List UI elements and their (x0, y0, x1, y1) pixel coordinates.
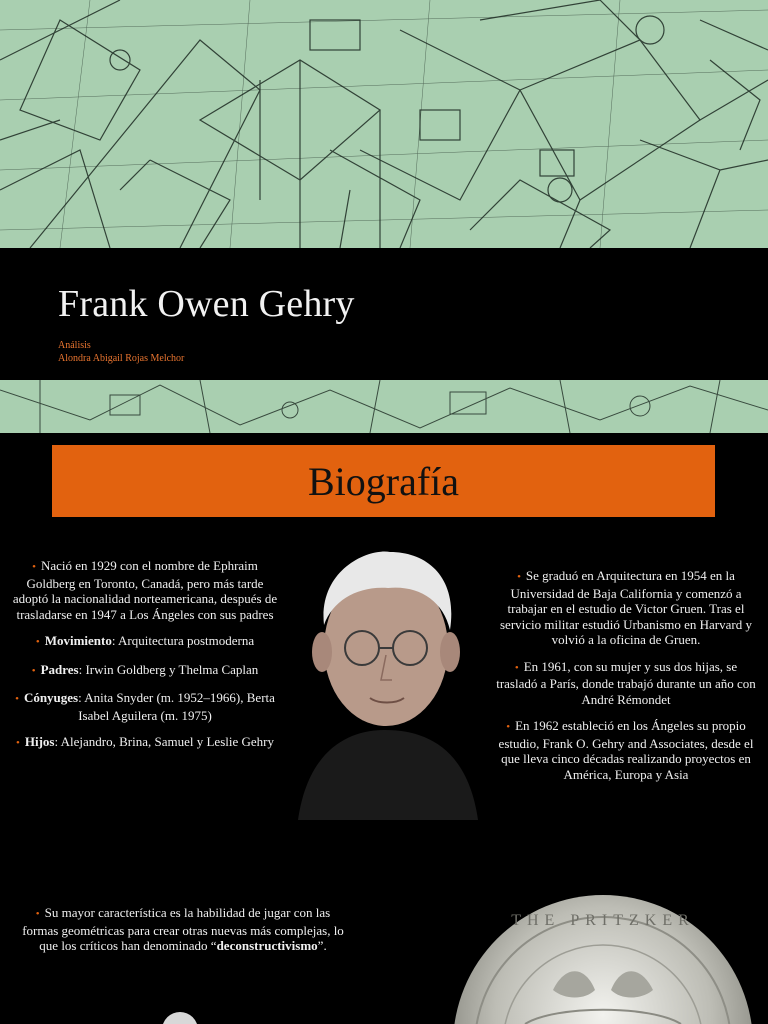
item-text: Se graduó en Arquitectura en 1954 en la Universidad de Baja California y comenzó a trabajar en el estudio de Victor Gruen. Tras el servicio militar estudió Urbanismo en Harvard y volvió a la oficina de Gruen. (500, 568, 752, 647)
item-key: Hijos (24, 734, 55, 749)
subtitle (58, 339, 184, 365)
list-item (10, 662, 280, 680)
bullet-icon: • (514, 661, 519, 674)
subtitle-line-1: Análisis (58, 340, 91, 351)
list-item (10, 633, 280, 651)
bullet-icon: • (506, 721, 511, 733)
sketch-drawing (0, 0, 768, 248)
decorative-circle (160, 1008, 200, 1024)
section-header (52, 445, 715, 517)
item-emphasis: deconstructivismo (216, 938, 318, 953)
item-text: Nació en 1929 con el nombre de Ephraim Goldberg en Toronto, Canadá, pero más tarde adoptó la nacionalidad norteamericana, después de trasladarse en 1947 a Los Ángeles con sus padres (12, 558, 278, 622)
biography-right-list (494, 568, 758, 793)
portrait-photo (278, 530, 492, 820)
page-title: Frank Owen Gehry (58, 283, 355, 325)
list-item (494, 659, 758, 708)
list-item (22, 905, 344, 954)
bullet-icon: • (35, 908, 40, 920)
subtitle-line-2: Alondra Abigail Rojas Melchor (58, 353, 185, 364)
item-key: Padres (40, 661, 79, 677)
medal-text: THE PRITZKER (511, 912, 695, 929)
bullet-icon: • (15, 693, 19, 705)
item-text: En 1961, con su mujer y sus dos hijas, se trasladó a París, donde trabajó durante un año con André Rémondet (496, 658, 756, 707)
item-key: Cónyuges (23, 690, 79, 705)
bullet-icon: • (16, 737, 20, 749)
item-text: : Irwin Goldberg y Thelma Caplan (78, 661, 259, 677)
bullet-icon: • (32, 561, 36, 573)
item-text-end: ”. (317, 938, 327, 953)
list-item (10, 734, 280, 752)
architecture-sketch-strip (0, 380, 768, 433)
list-item (10, 690, 280, 723)
item-text: : Anita Snyder (m. 1952–1966), Berta Isabel Aguilera (m. 1975) (78, 690, 275, 723)
list-item (494, 568, 758, 648)
characteristics-list (22, 905, 344, 965)
section-heading: Biografía (307, 458, 460, 504)
list-item (494, 718, 758, 782)
item-text: : Arquitectura postmoderna (111, 633, 255, 648)
bullet-icon: • (35, 636, 40, 648)
list-item (10, 558, 280, 622)
bullet-icon: • (517, 571, 521, 583)
bullet-icon: • (31, 664, 36, 677)
strip-sketch-drawing (0, 380, 768, 433)
item-text: : Alejandro, Brina, Samuel y Leslie Gehry (54, 734, 274, 749)
biography-left-list (10, 558, 280, 763)
pritzker-medal (435, 870, 768, 1024)
item-key: Movimiento (44, 633, 112, 648)
item-text: En 1962 estableció en los Ángeles su propio estudio, Frank O. Gehry and Associates, desde el que lleva cinco décadas realizando proyectos en América, Europa y Asia (498, 718, 754, 782)
architecture-sketch-banner (0, 0, 768, 248)
item-text: Su mayor característica es la habilidad de jugar con las formas geométricas para crear otras nuevas más complejas, lo que los críticos han denominado “ (22, 905, 344, 953)
